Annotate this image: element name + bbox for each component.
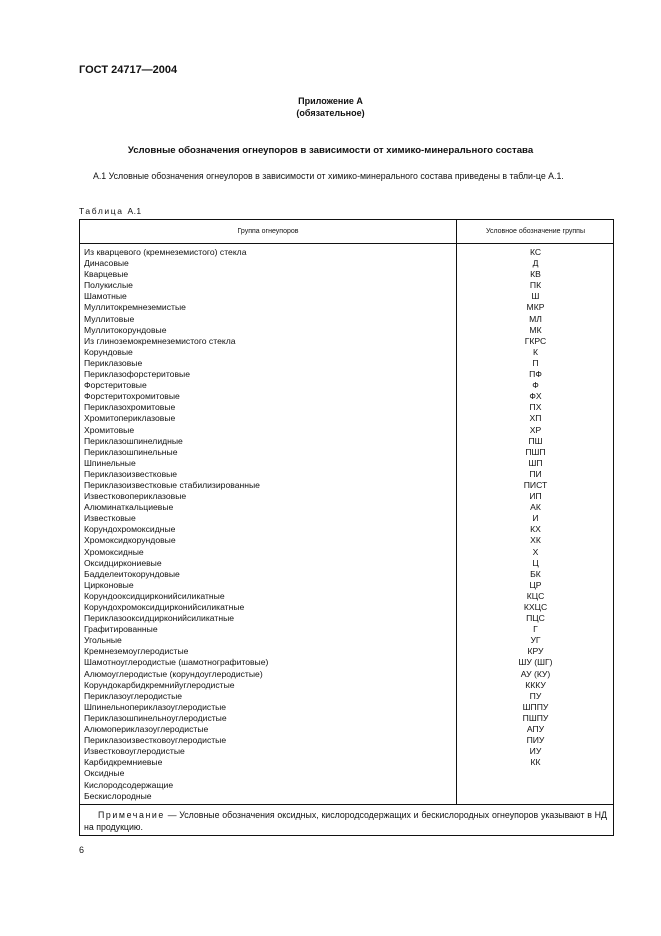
- intro-paragraph: А.1 Условные обозначения огнеулоров в зависимости от химико-минерального состава приведены в табли-це А.1.: [93, 171, 564, 181]
- table-label: [79, 206, 141, 216]
- group-symbol: ПХ: [529, 402, 542, 413]
- group-name: Кварцевые: [84, 269, 129, 280]
- group-symbol: ПИУ: [526, 735, 545, 746]
- group-name: Динасовые: [84, 258, 129, 269]
- group-symbol: ХП: [529, 413, 542, 424]
- group-symbol: ПИ: [529, 468, 542, 479]
- table-row: [80, 302, 613, 313]
- group-name: Алюмопериклазоуглеродистые: [84, 724, 209, 735]
- table-row: [80, 314, 613, 325]
- table-row: [80, 280, 613, 291]
- group-symbol: УГ: [530, 635, 541, 646]
- table-note: [84, 809, 607, 833]
- group-symbol: КККУ: [525, 679, 546, 690]
- group-name: Алюмоуглеродистые (корундоуглеродистые): [84, 668, 263, 679]
- group-name: Оксидциркониевые: [84, 557, 162, 568]
- group-symbol: МЛ: [529, 313, 542, 324]
- group-name: Форстеритовые: [84, 380, 147, 391]
- group-name: Бескислородные: [84, 790, 152, 801]
- group-symbol: КС: [529, 247, 542, 257]
- group-symbol: Ц: [532, 557, 539, 568]
- table-row: [80, 502, 613, 513]
- table-row: [80, 768, 613, 779]
- group-name: Периклазоуглеродистые: [84, 690, 183, 701]
- group-symbol: И: [532, 513, 539, 524]
- note-label: Примечание: [98, 810, 165, 820]
- table-row: [80, 347, 613, 358]
- table-row: [80, 535, 613, 546]
- group-symbol: ШП: [528, 457, 543, 468]
- group-name: Муллитокорундовые: [84, 324, 167, 335]
- group-symbol: ПЦС: [526, 613, 545, 624]
- group-name: Корундооксидцирконийсиликатные: [84, 590, 225, 601]
- group-symbol: ИУ: [529, 746, 542, 757]
- table-label-word: Таблица: [79, 206, 124, 216]
- group-name: Оксидные: [84, 768, 125, 779]
- table-row: [80, 391, 613, 402]
- group-symbol: КХ: [530, 524, 541, 535]
- group-symbol: Х: [532, 546, 539, 557]
- table-row: [80, 624, 613, 635]
- group-name: Шпинельные: [84, 457, 136, 468]
- group-symbol: ГКРС: [524, 335, 547, 346]
- group-name: Периклазоизвестковые стабилизированные: [84, 479, 260, 490]
- group-symbol: Д: [532, 258, 539, 269]
- group-name: Полукислые: [84, 280, 133, 291]
- table-row: [80, 635, 613, 646]
- group-symbol: АПУ: [526, 724, 545, 735]
- header-divider: [80, 243, 613, 244]
- group-symbol: К: [532, 346, 538, 357]
- group-name: Известковоуглеродистые: [84, 746, 185, 757]
- group-name: Форстеритохромитовые: [84, 391, 180, 402]
- group-symbol: Г: [533, 624, 538, 635]
- group-symbol: ПШП: [525, 446, 546, 457]
- table-row: [80, 746, 613, 757]
- group-name: Бадделеитокорундовые: [84, 568, 180, 579]
- document-id: ГОСТ 24717—2004: [79, 64, 178, 76]
- group-name: Шпинельнопериклазоуглеродистые: [84, 701, 227, 712]
- table-row: [80, 602, 613, 613]
- group-symbol: ХР: [529, 424, 542, 435]
- header-symbol: Условное обозначение группы: [485, 228, 585, 235]
- group-symbol: АК: [530, 502, 541, 513]
- group-name: Периклазошпинельноуглеродистые: [84, 712, 227, 723]
- table-row: [80, 691, 613, 702]
- group-symbol: МК: [529, 324, 542, 335]
- table-body: [80, 247, 613, 802]
- group-name: Кремнеземоуглеродистые: [84, 646, 189, 657]
- table-row: [80, 613, 613, 624]
- table-row: [80, 291, 613, 302]
- group-name: Корундокарбидкремнийуглеродистые: [84, 679, 235, 690]
- table-row: [80, 591, 613, 602]
- table-row: [80, 447, 613, 458]
- group-symbol: КК: [530, 757, 541, 768]
- table-row: [80, 358, 613, 369]
- group-name: Периклазохромитовые: [84, 402, 176, 413]
- table-row: [80, 702, 613, 713]
- group-name: Корундохромоксидцирконийсиликатные: [84, 602, 245, 612]
- group-name: Алюминаткальциевые: [84, 502, 174, 513]
- table-row: [80, 402, 613, 413]
- table-label-number: А.1: [127, 206, 142, 216]
- table-row: [80, 380, 613, 391]
- group-symbol: МКР: [526, 302, 545, 313]
- group-symbol: ПК: [529, 280, 542, 291]
- table-row: [80, 258, 613, 269]
- table-row: [80, 336, 613, 347]
- table-row: [80, 425, 613, 436]
- group-name: Периклазошпинельные: [84, 446, 178, 457]
- table-row: [80, 369, 613, 380]
- group-name: Шамотные: [84, 291, 127, 302]
- group-name: Периклазовые: [84, 357, 143, 368]
- group-name: Хромоксидные: [84, 546, 144, 557]
- group-symbol: ПШ: [528, 435, 543, 446]
- group-name: Известковые: [84, 513, 136, 524]
- table-row: [80, 413, 613, 424]
- group-name: Хромитопериклазовые: [84, 413, 176, 424]
- group-symbol: БК: [530, 568, 541, 579]
- group-name: Периклазошпинелидные: [84, 435, 183, 446]
- table-row: [80, 735, 613, 746]
- group-name: Корундохромоксидные: [84, 524, 176, 535]
- appendix-subtitle: (обязательное): [296, 108, 365, 118]
- group-symbol: Ф: [532, 380, 539, 391]
- symbols-table: [79, 219, 614, 836]
- table-row: [80, 247, 613, 258]
- group-symbol: КРУ: [527, 646, 544, 657]
- group-name: Карбидкремниевые: [84, 757, 163, 768]
- group-symbol: ИП: [529, 491, 542, 502]
- group-name: Корундовые: [84, 346, 133, 357]
- group-symbol: ПФ: [529, 369, 542, 380]
- group-name: Из глиноземокремнеземистого стекла: [84, 335, 236, 346]
- group-symbol: ПШПУ: [522, 712, 549, 723]
- table-row: [80, 491, 613, 502]
- group-name: Шамотноуглеродистые (шамотнографитовые): [84, 657, 269, 668]
- group-name: Периклазоизвестковоуглеродистые: [84, 735, 227, 746]
- table-row: [80, 325, 613, 336]
- group-name: Периклазооксидцирконийсиликатные: [84, 613, 235, 624]
- table-row: [80, 469, 613, 480]
- group-symbol: АУ (КУ): [520, 668, 551, 679]
- group-symbol: ШУ (ШГ): [518, 657, 553, 668]
- group-symbol: КХЦС: [523, 602, 548, 612]
- table-row: [80, 669, 613, 680]
- group-name: Хромоксидкорундовые: [84, 535, 176, 546]
- note-divider: [80, 804, 613, 805]
- table-row: [80, 724, 613, 735]
- header-group: Группа огнеупоров: [237, 228, 299, 235]
- group-name: Хромитовые: [84, 424, 135, 435]
- table-row: [80, 780, 613, 791]
- table-row: [80, 757, 613, 768]
- section-heading: Условные обозначения огнеупоров в зависимости от химико-минерального состава: [127, 145, 534, 156]
- page-number: 6: [79, 845, 85, 855]
- table-row: [80, 547, 613, 558]
- group-symbol: ЦР: [529, 579, 542, 590]
- group-name: Известковопериклазовые: [84, 491, 187, 502]
- table-row: [80, 513, 613, 524]
- table-row: [80, 558, 613, 569]
- table-row: [80, 646, 613, 657]
- table-row: [80, 569, 613, 580]
- table-row: [80, 269, 613, 280]
- group-name: Цирконовые: [84, 579, 134, 590]
- table-row: [80, 657, 613, 668]
- appendix-title: Приложение А: [298, 96, 363, 106]
- group-name: Графитированные: [84, 624, 158, 635]
- group-name: Из кварцевого (кремнеземистого) стекла: [84, 247, 247, 257]
- group-symbol: Ш: [531, 291, 540, 302]
- group-name: Угольные: [84, 635, 122, 646]
- table-row: [80, 580, 613, 591]
- table-row: [80, 458, 613, 469]
- table-row: [80, 680, 613, 691]
- table-row: [80, 713, 613, 724]
- table-row: [80, 480, 613, 491]
- group-name: Кислородсодержащие: [84, 779, 174, 790]
- note-text: — Условные обозначения оксидных, кислородсодержащих и бескислородных огнеупоров указывают в НД на продукцию.: [84, 810, 607, 832]
- group-symbol: ФХ: [529, 391, 542, 402]
- group-name: Периклазоизвестковые: [84, 468, 178, 479]
- group-name: Периклазофорстеритовые: [84, 369, 190, 380]
- table-row: [80, 436, 613, 447]
- group-name: Муллитовые: [84, 313, 135, 324]
- group-symbol: ШППУ: [522, 701, 549, 712]
- table-row: [80, 524, 613, 535]
- group-symbol: ПИСТ: [523, 479, 548, 490]
- table-row: [80, 791, 613, 802]
- group-name: Муллитокремнеземистые: [84, 302, 186, 313]
- appendix-header: [0, 95, 661, 119]
- group-symbol: ХК: [530, 535, 541, 546]
- group-symbol: КЦС: [526, 590, 545, 601]
- group-symbol: ПУ: [529, 690, 542, 701]
- group-symbol: П: [532, 357, 539, 368]
- group-symbol: КВ: [530, 269, 541, 280]
